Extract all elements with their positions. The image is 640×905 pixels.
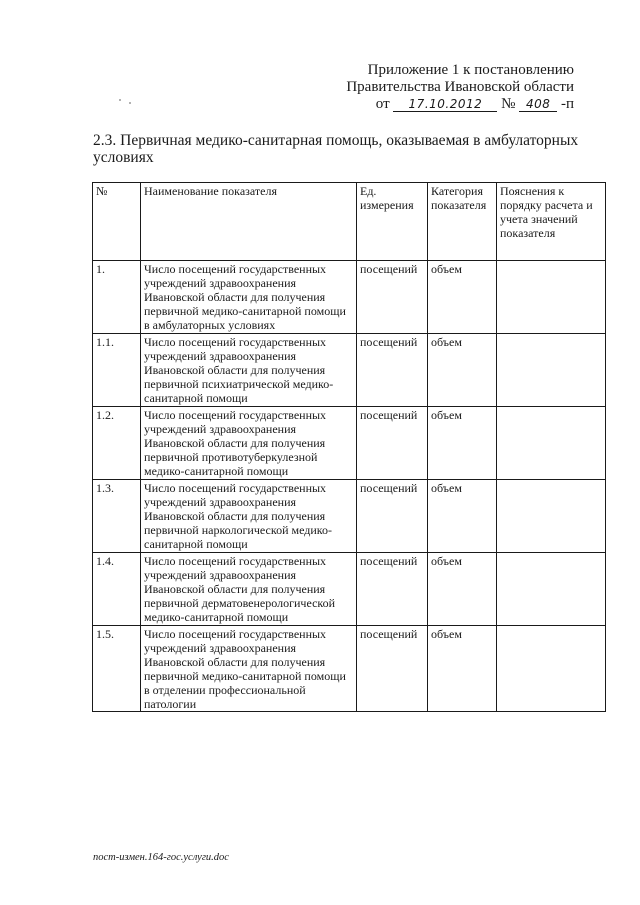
row-indicator-name: Число посещений государственных учреждений здравоохранения Ивановской области для получения первичной психиатрической медико-санитарной помощи [141,334,357,407]
row-unit: посещений [357,626,428,712]
row-number: 1.4. [93,553,141,626]
number-suffix: -п [560,96,574,112]
section-title: 2.3. Первичная медико-санитарная помощь, оказываемая в амбулаторных условиях [93,132,579,166]
row-unit: посещений [357,407,428,480]
row-number: 1.1. [93,334,141,407]
header-explanation: Пояснения к порядку расчета и учета значений показателя [497,183,606,261]
row-indicator-name: Число посещений государственных учреждений здравоохранения Ивановской области для получения первичной дерматовенерологической медико-санитарной помощи [141,553,357,626]
scan-speck [119,99,121,101]
row-explanation [497,407,606,480]
row-number: 1.2. [93,407,141,480]
row-number: 1.3. [93,480,141,553]
table-header-row [93,183,606,261]
table-row [93,626,606,712]
header-line-1: Приложение 1 к постановлению [367,62,574,78]
handwritten-date: 17.10.2012 [393,97,497,112]
indicators-table [92,182,606,712]
row-explanation [497,626,606,712]
header-line-3 [346,96,574,113]
row-category: объем [428,553,497,626]
row-number: 1.5. [93,626,141,712]
header-indicator-name: Наименование показателя [141,183,357,261]
row-indicator-name: Число посещений государственных учреждений здравоохранения Ивановской области для получения первичной медико-санитарной помощи в отделении профессиональной патологии [141,626,357,712]
row-category: объем [428,261,497,334]
row-indicator-name: Число посещений государственных учреждений здравоохранения Ивановской области для получения первичной медико-санитарной помощи в амбулаторных условиях [141,261,357,334]
row-explanation [497,334,606,407]
row-explanation [497,553,606,626]
row-unit: посещений [357,261,428,334]
row-unit: посещений [357,334,428,407]
scan-speck [129,102,131,104]
row-unit: посещений [357,553,428,626]
table-row [93,407,606,480]
row-explanation [497,480,606,553]
file-name-footer: пост-измен.164-гос.услуги.doc [93,852,229,863]
row-indicator-name: Число посещений государственных учреждений здравоохранения Ивановской области для получения первичной наркологической медико-санитарной помощи [141,480,357,553]
header-category: Категория показателя [428,183,497,261]
from-label: от [375,96,390,112]
table-row [93,480,606,553]
header-number: № [93,183,141,261]
row-category: объем [428,407,497,480]
row-category: объем [428,334,497,407]
row-category: объем [428,626,497,712]
header-unit: Ед. измерения [357,183,428,261]
handwritten-number: 408 [519,97,557,112]
number-label: № [501,96,516,112]
table-row [93,553,606,626]
row-category: объем [428,480,497,553]
header-line-2: Правительства Ивановской области [346,79,574,95]
row-number: 1. [93,261,141,334]
appendix-header [346,62,574,113]
table-row [93,261,606,334]
row-indicator-name: Число посещений государственных учреждений здравоохранения Ивановской области для получения первичной противотуберкулезной медико-санитарной помощи [141,407,357,480]
table-row [93,334,606,407]
row-unit: посещений [357,480,428,553]
row-explanation [497,261,606,334]
